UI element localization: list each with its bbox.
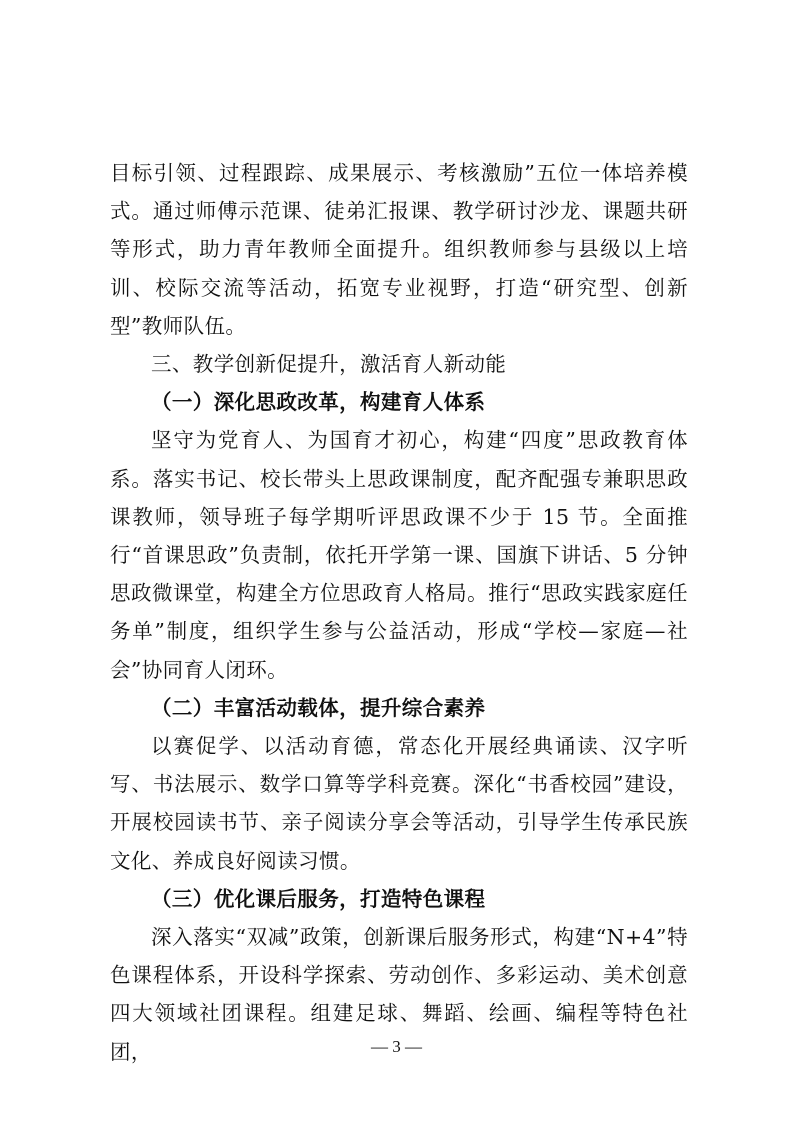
body-paragraph-activities: 以赛促学、以活动育德，常态化开展经典诵读、汉字听写、书法展示、数学口算等学科竞赛。深化“书香校园”建设，开展校园读书节、亲子阅读分享会等活动，引导学生传承民族文化、养成良好阅读习惯。 [110, 734, 688, 873]
body-paragraph-continuation: 目标引领、过程跟踪、成果展示、考核激励”五位一体培养模式。通过师傅示范课、徒弟汇报课、教学研讨沙龙、课题共研等形式，助力青年教师全面提升。组织教师参与县级以上培训、校际交流等活动，拓宽专业视野，打造“研究型、创新型”教师队伍。 [110, 161, 688, 338]
page-body [110, 154, 688, 1071]
body-paragraph-after-school: 深入落实“双减”政策，创新课后服务形式，构建“N+4”特色课程体系，开设科学探索、劳动创作、多彩运动、美术创意四大领域社团课程。组建足球、舞蹈、绘画、编程等特色社团， [110, 925, 688, 1064]
subsection-heading-2: （二）丰富活动载体，提升综合素养 [151, 695, 486, 720]
section-heading-3: 三、教学创新促提升，激活育人新动能 [151, 352, 507, 377]
subsection-heading-1: （一）深化思政改革，构建育人体系 [151, 390, 486, 415]
subsection-heading-3: （三）优化课后服务，打造特色课程 [151, 886, 486, 911]
body-paragraph-ideology: 坚守为党育人、为国育才初心，构建“四度”思政教育体系。落实书记、校长带头上思政课制度，配齐配强专兼职思政课教师，领导班子每学期听评思政课不少于 15 节。全面推行“首课思政”负责制，依托开学第一课、国旗下讲话、5 分钟思政微课堂，构建全方位思政育人格局。推行“思政实践家庭任务单”制度，组织学生参与公益活动，形成“学校—家庭—社会”协同育人闭环。 [110, 428, 688, 682]
page-number: — 3 — [371, 1037, 422, 1056]
